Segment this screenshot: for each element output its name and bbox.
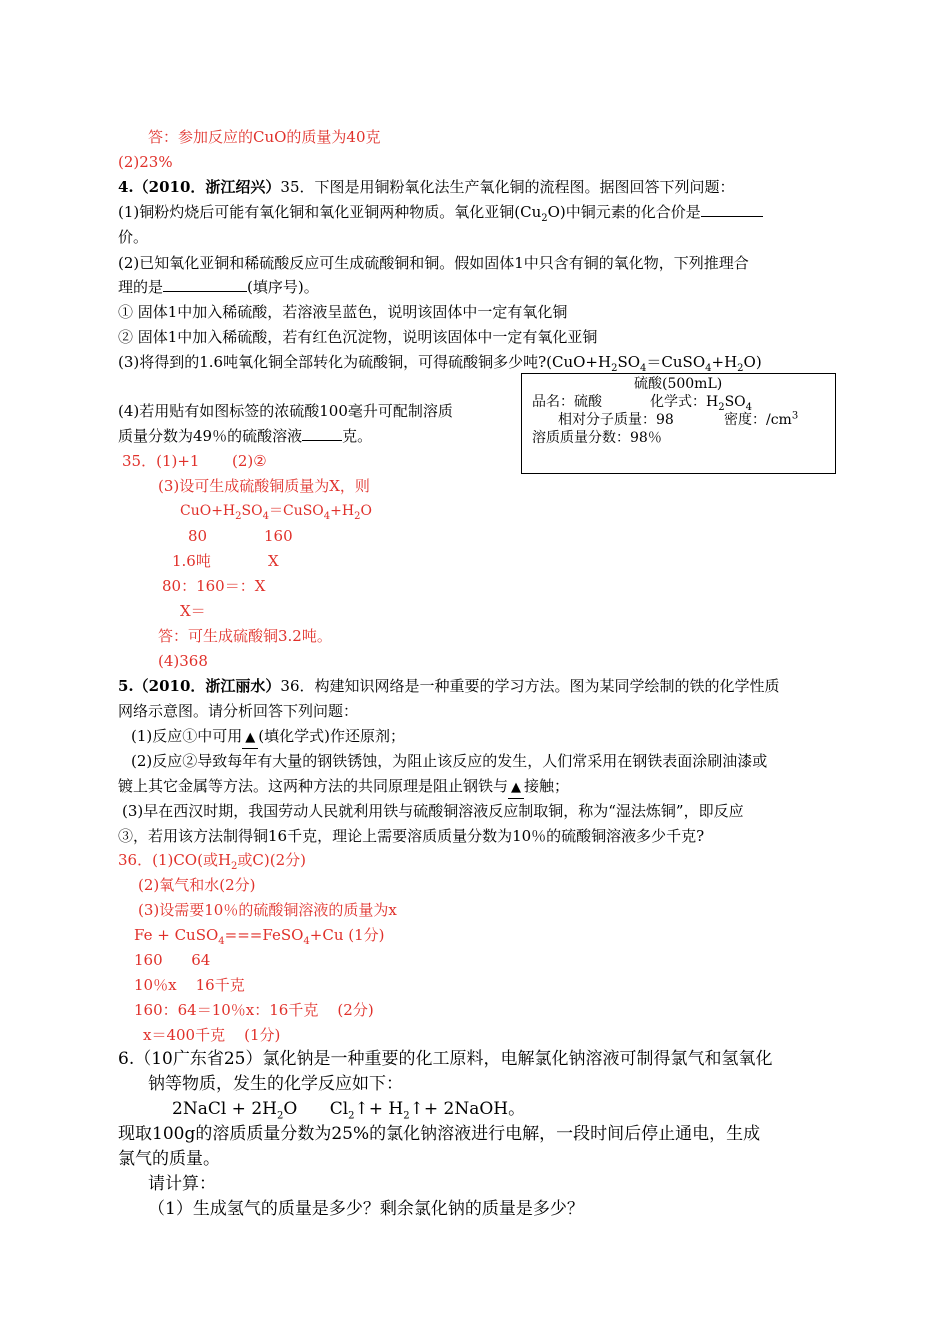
answer-blank[interactable] [302,426,342,441]
question-5-intro-cont: 网络示意图。请分析回答下列问题： [118,702,359,720]
answer-35-molar: 160 [264,527,293,545]
question-6-line: 请计算： [148,1174,216,1194]
option-1: ① 固体1中加入稀硫酸，若溶液呈蓝色，说明该固体中一定有氧化铜 [118,303,568,321]
answer-35-part-1: 35．(1)+1 [122,452,200,470]
answer-36-part-1: 36．(1)CO(或$H_2$或C)(2分) [118,851,306,872]
question-5-part-3: (3)早在西汉时期，我国劳动人民就利用铁与硫酸铜溶液反应制取铜，称为“湿法炼铜”，即反应 [122,802,744,820]
question-5-part-2-cont: 镀上其它金属等方法。这两种方法的共同原理是阻止钢铁与 ▲ 接触； [118,776,569,799]
question-4-part-2-cont: 理的是 (填序号)。 [118,278,319,296]
answer-line: 答：参加反应的CuO的质量为40克 [148,128,381,146]
answer-36-given: 10％x 16千克 [134,976,245,994]
question-6-line: 6.（10广东省25）氯化钠是一种重要的化工原料，电解氯化钠溶液可制得氯气和氢氧化 [118,1049,773,1069]
label-molar-mass: 相对分子质量：98 [558,412,674,428]
answer-36-ratio: 160：64＝10％x：16千克 (2分) [134,1001,374,1019]
answer-36-part-2: (2)氧气和水(2分) [138,876,256,894]
answer-blank[interactable] [701,202,763,217]
label-title: 硫酸(500mL) [634,376,723,392]
answer-35-part-2: (2)② [232,452,267,470]
question-4-part-1: (1)铜粉灼烧后可能有氧化铜和氧化亚铜两种物质。氧化亚铜$(Cu_2O)$中铜元素的化合价是 [118,202,763,222]
question-6-line: 氯气的质量。 [118,1149,220,1169]
question-6-line: 钠等物质，发生的化学反应如下： [148,1074,403,1094]
question-4-part-1-cont: 价。 [118,228,149,246]
question-6-line: 现取100g的溶质质量分数为25%的氯化钠溶液进行电解，一段时间后停止通电，生成 [118,1124,761,1144]
answer-blank[interactable]: ▲ [508,778,524,799]
answer-36-equation: Fe + CuSO$_4$===FeSO$_4$+Cu (1分) [134,926,385,947]
question-5-heading: 5.（2010．浙江丽水）36．构建知识网络是一种重要的学习方法。图为某同学绘制的铁的化学性质 [118,677,780,695]
question-6-part-1: （1）生成氢气的质量是多少？剩余氯化钠的质量是多少？ [148,1199,584,1219]
question-6-equation: 2NaCl + $2H_2O$ $Cl_2↑+$ $H_2↑+$ 2NaOH。 [172,1099,526,1122]
answer-35-equation: $CuO+H_2SO_4=CuSO_4+H_2O$ [180,503,372,522]
question-5-part-1: (1)反应①中可用 ▲ (填化学式)作还原剂； [131,726,405,749]
answer-35-unknown: X [268,552,279,570]
acid-label-box [521,373,836,474]
label-name: 品名：硫酸 [532,394,602,410]
answer-36-x: x＝400千克 (1分) [143,1026,281,1044]
label-fraction: 溶质质量分数：98％ [532,430,662,446]
answer-blank[interactable]: ▲ [242,728,258,749]
answer-35-conclusion: 答：可生成硫酸铜3.2吨。 [158,627,332,645]
label-density: 密度：$/cm^3$ [724,410,799,428]
question-5-part-3-cont: ③，若用该方法制得铜16千克，理论上需要溶质质量分数为10％的硫酸铜溶液多少千克? [118,827,705,845]
question-4-part-2: (2)已知氧化亚铜和稀硫酸反应可生成硫酸铜和铜。假如固体1中只含有铜的氧化物，下列推理合 [118,254,749,272]
answer-35-ratio: 80：160＝：X [162,577,266,595]
answer-35-x: X＝ [180,602,206,620]
label-formula: 化学式：$H_2SO_4$ [650,394,753,413]
answer-35-molar: 80 [188,527,208,545]
answer-blank[interactable] [163,277,247,292]
question-4-heading: 4.（2010．浙江绍兴）35．下图是用铜粉氧化法生产氧化铜的流程图。据图回答下列问题： [118,178,735,196]
question-4-part-4: (4)若用贴有如图标签的浓硫酸100毫升可配制溶质 [118,402,453,420]
answer-36-part-3: (3)设需要10％的硫酸铜溶液的质量为x [138,901,397,919]
question-4-part-4-cont: 质量分数为49％的硫酸溶液 克。 [118,427,373,445]
option-2: ② 固体1中加入稀硫酸，若有红色沉淀物，说明该固体中一定有氧化亚铜 [118,328,598,346]
question-5-part-2: (2)反应②导致每年有大量的钢铁锈蚀，为阻止该反应的发生，人们常采用在钢铁表面涂刷油漆或 [131,752,768,770]
answer-35-part-4: (4)368 [158,652,208,670]
question-4-part-3: (3)将得到的1.6吨氧化铜全部转化为硫酸铜，可得硫酸铜多少吨$?(CuO+H_2SO_4=CuSO_4+H_2O)$ [118,353,762,374]
answer-35-given: 1.6吨 [172,552,211,570]
answer-36-molar: 160 64 [134,951,211,969]
answer-35-part-3: (3)设可生成硫酸铜质量为X，则 [158,477,370,495]
answer-line: (2)23% [118,153,173,171]
